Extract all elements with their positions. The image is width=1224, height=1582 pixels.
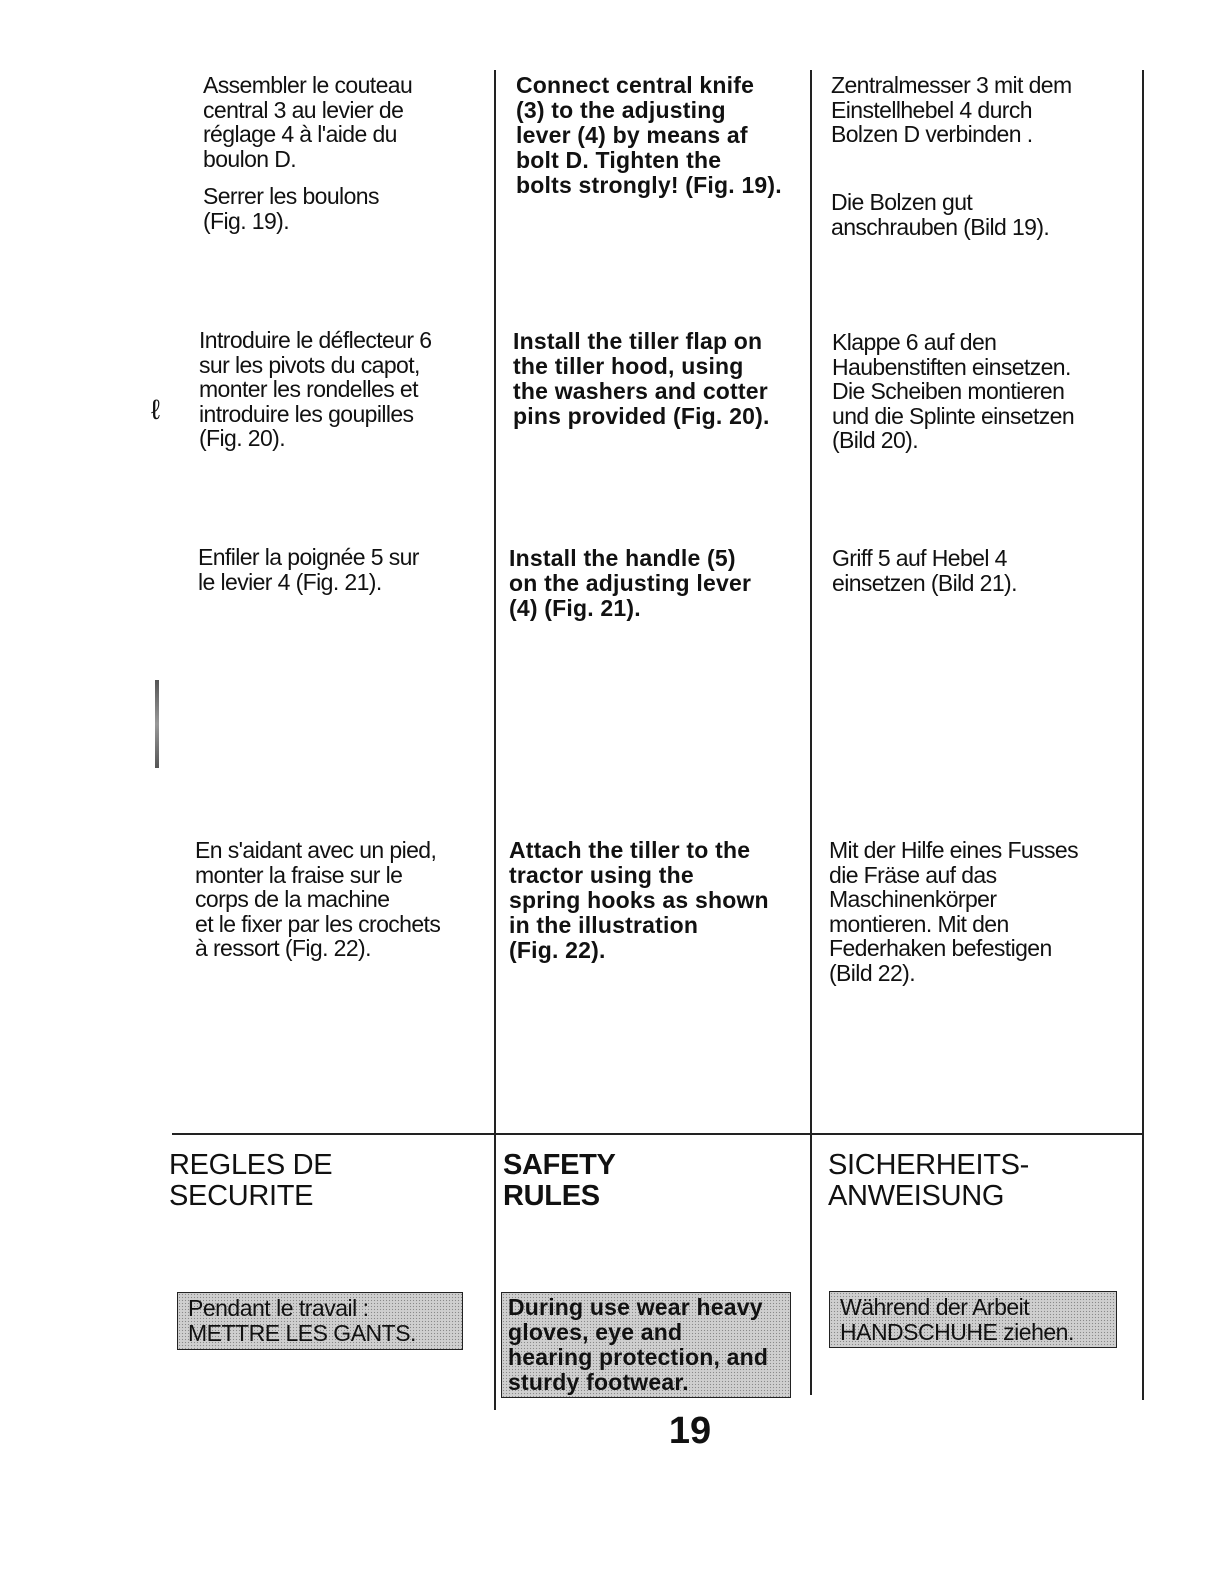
en-safety-title: SAFETY RULES xyxy=(503,1149,616,1212)
fr-step-2: Introduire le déflecteur 6 sur les pivots du capot, monter les rondelles et introduire les goupilles (Fig. 20). xyxy=(199,327,432,451)
en-step-2: Install the tiller flap on the tiller hood, using the washers and cotter pins provided (Fig. 20). xyxy=(513,328,770,429)
fr-safety-title: REGLES DE SECURITE xyxy=(169,1149,333,1212)
safety-separator-line xyxy=(172,1133,1142,1135)
de-safety-title: SICHERHEITS- ANWEISUNG xyxy=(828,1149,1030,1212)
en-step-1: Connect central knife (3) to the adjusting lever (4) by means af bolt D. Tighten the bolts strongly! (Fig. 19). xyxy=(516,72,782,198)
en-step-4: Attach the tiller to the tractor using the spring hooks as shown in the illustration (Fig. 22). xyxy=(509,837,769,963)
de-step-1: Zentralmesser 3 mit dem Einstellhebel 4 durch Bolzen D verbinden . xyxy=(831,72,1072,147)
column-divider-right xyxy=(810,70,812,1395)
fr-step-3: Enfiler la poignée 5 sur le levier 4 (Fig. 21). xyxy=(198,544,419,595)
margin-mark: ℓ xyxy=(151,394,161,425)
de-step-3: Griff 5 auf Hebel 4 einsetzen (Bild 21). xyxy=(832,545,1017,596)
page-number: 19 xyxy=(668,1410,712,1452)
en-safety-warning: During use wear heavy gloves, eye and hearing protection, and sturdy footwear. xyxy=(501,1292,791,1398)
de-safety-warning: Während der Arbeit HANDSCHUHE ziehen. xyxy=(829,1291,1117,1348)
right-border xyxy=(1142,70,1144,1400)
de-step-1-tighten: Die Bolzen gut anschrauben (Bild 19). xyxy=(831,189,1050,240)
de-step-4: Mit der Hilfe eines Fusses die Fräse auf das Maschinenkörper montieren. Mit den Federhaken befestigen (Bild 22). xyxy=(829,837,1078,986)
fr-step-1-tighten: Serrer les boulons (Fig. 19). xyxy=(203,183,379,234)
fr-safety-warning: Pendant le travail : METTRE LES GANTS. xyxy=(177,1292,463,1350)
fr-step-1: Assembler le couteau central 3 au levier de réglage 4 à l'aide du boulon D. xyxy=(203,72,413,172)
fr-step-4: En s'aidant avec un pied, monter la fraise sur le corps de la machine et le fixer par les crochets à ressort (Fig. 22). xyxy=(195,837,441,961)
en-step-3: Install the handle (5) on the adjusting lever (4) (Fig. 21). xyxy=(509,545,752,621)
de-step-2: Klappe 6 auf den Haubenstiften einsetzen. Die Scheiben montieren und die Splinte einsetzen (Bild 20). xyxy=(832,329,1075,453)
margin-mark-bar xyxy=(155,680,159,768)
column-divider-left xyxy=(494,70,496,1410)
